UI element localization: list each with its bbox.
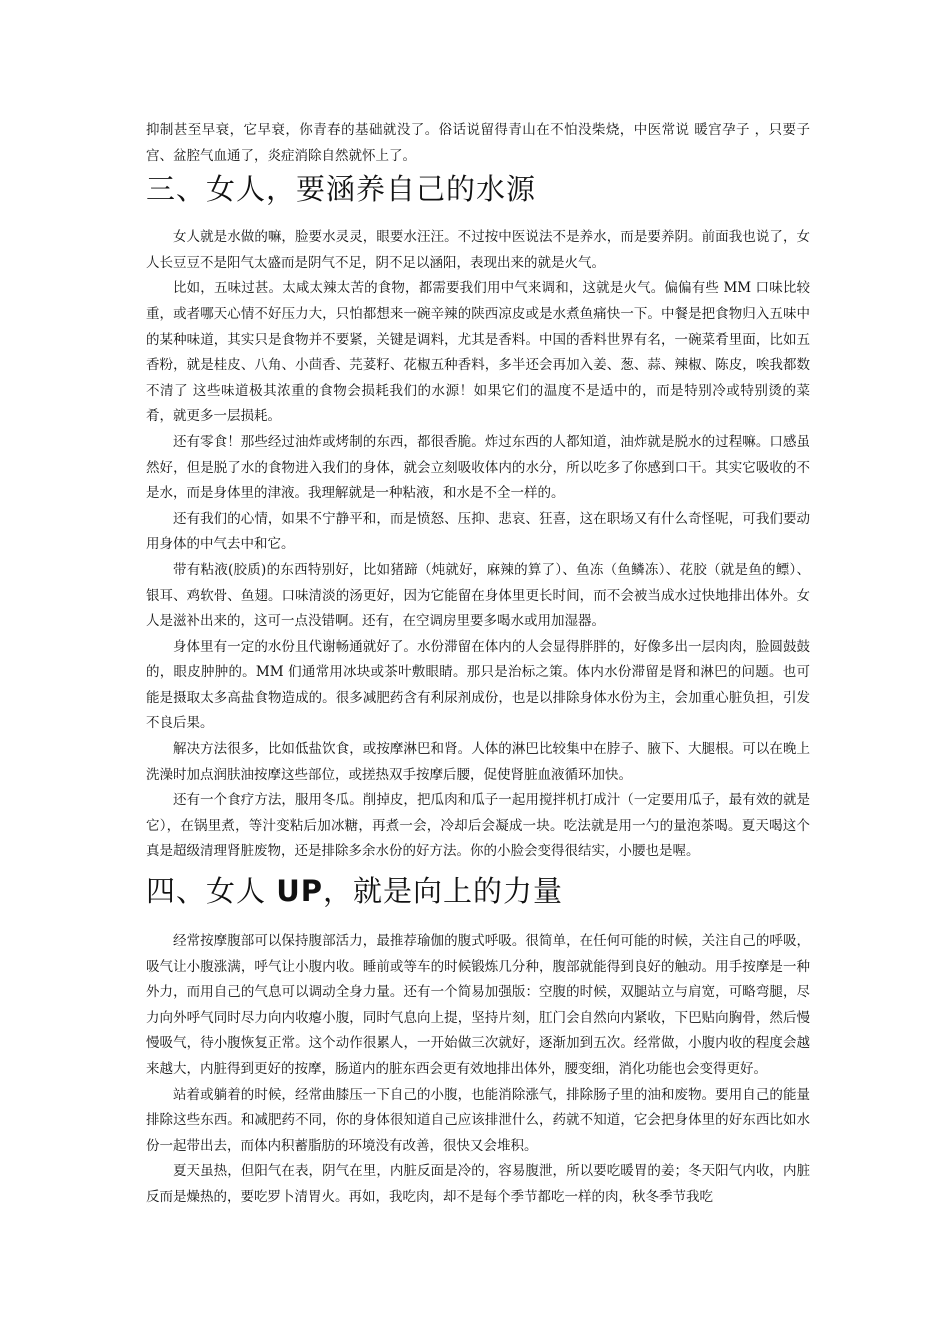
section-4-heading [146, 869, 810, 913]
section-3-paragraph-7: 解决方法很多，比如低盐饮食，或按摩淋巴和肾。人体的淋巴比较集中在脖子、腋下、大腿根。可以在晚上洗澡时加点润肤油按摩这些部位，或搓热双手按摩后腰，促使肾脏血液循环加快。 [146, 741, 810, 783]
section-3-paragraph-6: 身体里有一定的水份且代谢畅通就好了。水份滞留在体内的人会显得胖胖的，好像多出一层肉肉，脸圆鼓鼓的，眼皮肿肿的。MM 们通常用冰块或茶叶敷眼睛。那只是治标之策。体内水份滞留是肾和淋巴的问题。也可能是摄取太多高盐食物造成的。很多减肥药含有利尿剂成份，也是以排除身体水份为主，会加重心脏负担，引发不良后果。 [146, 638, 810, 732]
section-3-paragraph-8: 还有一个食疗方法，服用冬瓜。削掉皮，把瓜肉和瓜子一起用搅拌机打成汁（一定要用瓜子，最有效的就是它），在锅里煮，等汁变粘后加冰糖，再煮一会，冷却后会凝成一块。吃法就是用一勺的量泡茶喝。夏天喝这个真是超级清理肾脏废物，还是排除多余水份的好方法。你的小脸会变得很结实，小腰也是喔。 [146, 792, 810, 860]
section-4-heading-prefix: 四、女人 [146, 874, 277, 909]
section-3-paragraph-1: 女人就是水做的嘛，脸要水灵灵，眼要水汪汪。不过按中医说法不是养水，而是要养阴。前面我也说了，女人长豆豆不是阳气太盛而是阴气不足，阴不足以涵阳，表现出来的就是火气。 [146, 229, 810, 271]
section-4-heading-suffix: ，就是向上的力量 [323, 874, 564, 909]
section-3-paragraph-3: 还有零食！那些经过油炸或烤制的东西，都很香脆。炸过东西的人都知道，油炸就是脱水的过程嘛。口感虽然好，但是脱了水的食物进入我们的身体，就会立刻吸收体内的水分，所以吃多了你感到口干。其实它吸收的不是水，而是身体里的津液。我理解就是一种粘液，和水是不全一样的。 [146, 433, 810, 502]
intro-paragraph: 抑制甚至早衰，它早衰，你青春的基础就没了。俗话说留得青山在不怕没柴烧，中医常说 暖宫孕子 ，只要子宫、盆腔气血通了，炎症消除自然就怀上了。 [146, 122, 810, 164]
section-3-paragraph-2: 比如，五味过甚。太咸太辣太苦的食物，都需要我们用中气来调和，这就是火气。偏偏有些 MM 口味比较重，或者哪天心情不好压力大，只怕都想来一碗辛辣的陕西凉皮或是水煮鱼痛快一下。中餐是把食物归入五味中的某种味道，其实只是食物并不要紧，关键是调料，尤其是香料。中国的香料世界有名，一碗菜肴里面，比如五香粉，就是桂皮、八角、小茴香、芫荽籽、花椒五种香料，多半还会再加入姜、葱、蒜、辣椒、陈皮，唉我都数不清了 这些味道极其浓重的食物会损耗我们的水源！如果它们的温度不是适中的，而是特别冷或特别烫的菜肴，就更多一层损耗。 [146, 280, 810, 425]
document-body [146, 118, 810, 1211]
section-3-heading: 三、女人，要涵养自己的水源 [146, 172, 537, 207]
section-4-paragraph-3: 夏天虽热，但阳气在表，阴气在里，内脏反面是冷的，容易腹泄，所以要吃暖胃的姜；冬天阳气内收，内脏反而是燥热的，要吃罗卜清胃火。再如，我吃肉，却不是每个季节都吃一样的肉，秋冬季节我吃 [146, 1163, 810, 1205]
section-3-paragraph-4: 还有我们的心情，如果不宁静平和，而是愤怒、压抑、悲哀、狂喜，这在职场又有什么奇怪呢，可我们要动用身体的中气去中和它。 [146, 510, 810, 553]
section-4-paragraph-1: 经常按摩腹部可以保持腹部活力，最推荐瑜伽的腹式呼吸。很简单，在任何可能的时候，关注自己的呼吸，吸气让小腹涨满，呼气让小腹内收。睡前或等车的时候锻炼几分种，腹部就能得到良好的触动。用手按摩是一种外力，而用自己的气息可以调动全身力量。还有一个简易加强版：空腹的时候，双腿站立与肩宽，可略弯腿，尽力向外呼气同时尽力向内收瘪小腹，同时气息向上提，坚持片刻，肛门会自然向内紧收，下巴贴向胸骨，然后慢慢吸气，待小腹恢复正常。这个动作很累人，一开始做三次就好，逐渐加到五次。经常做，小腹内收的程度会越来越大，内脏得到更好的按摩，肠道内的脏东西会更有效地排出体外，腰变细，消化功能也会变得更好。 [146, 933, 810, 1077]
section-4-heading-up: UP [276, 874, 324, 909]
section-3-paragraph-5: 带有粘液(胶质)的东西特别好，比如猪蹄（炖就好，麻辣的算了）、鱼冻（鱼鳞冻）、花胶（就是鱼的鳔）、银耳、鸡软骨、鱼翅。口味清淡的汤更好，因为它能留在身体里更长时间，而不会被当成水过快地排出体外。女人是滋补出来的，这可一点没错啊。还有，在空调房里要多喝水或用加湿器。 [146, 561, 810, 630]
section-4-paragraph-2: 站着或躺着的时候，经常曲膝压一下自己的小腹，也能消除涨气，排除肠子里的油和废物。要用自己的能量排除这些东西。和减肥药不同，你的身体很知道自己应该排泄什么，药就不知道，它会把身体里的好东西比如水份一起带出去，而体内积蓄脂肪的环境没有改善，很快又会堆积。 [146, 1086, 810, 1154]
